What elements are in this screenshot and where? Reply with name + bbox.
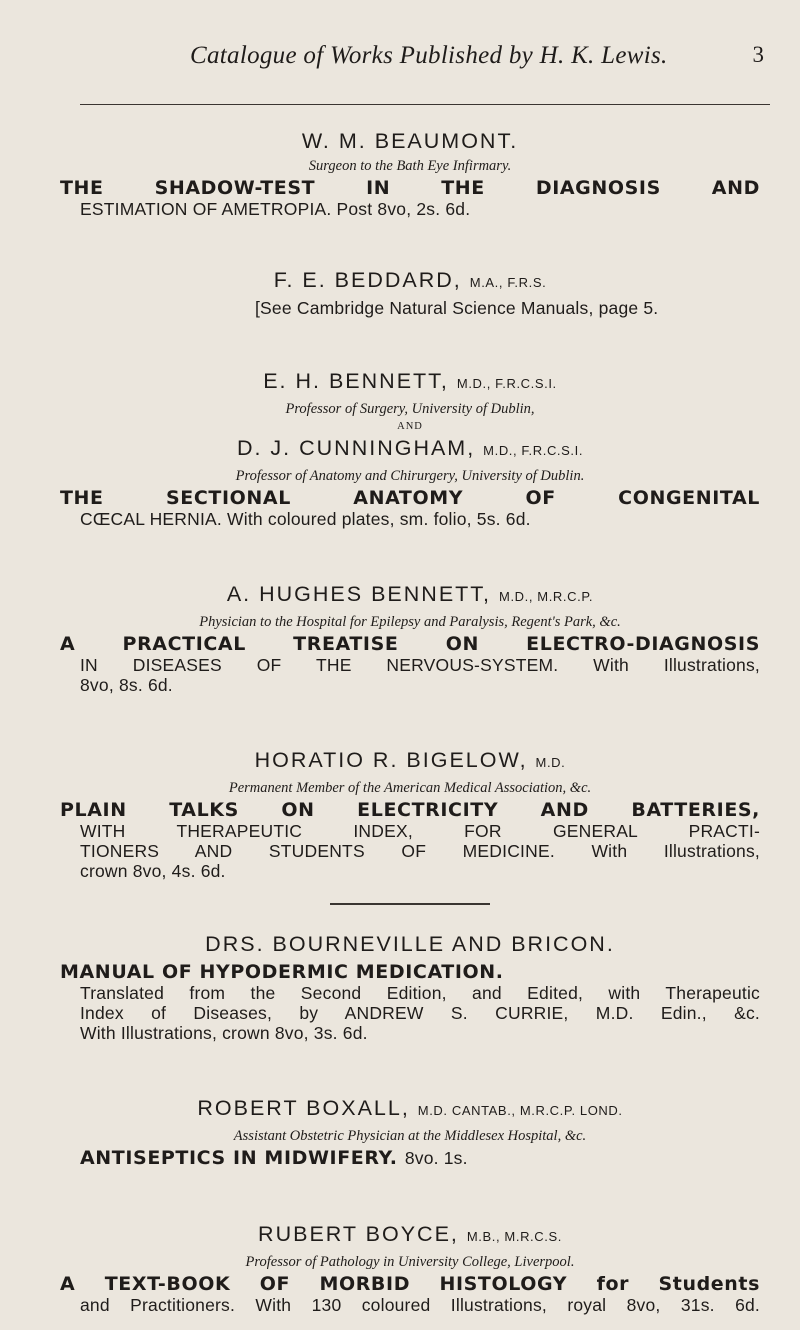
author-degrees: M.B., M.R.C.S. [466, 1228, 562, 1244]
entry-hughes-bennett [60, 581, 760, 695]
author-name-text: A. HUGHES BENNETT, [226, 582, 492, 606]
author-affiliation: Permanent Member of the American Medical Association, &c. [228, 780, 592, 796]
book-title-text: ANTISEPTICS IN MIDWIFERY. [80, 1146, 398, 1169]
book-description-line: WITH THERAPEUTIC INDEX, FOR GENERAL PRACTI- [80, 821, 760, 841]
second-author-affiliation: Professor of Anatomy and Chirurgery, University of Dublin. [235, 468, 585, 484]
book-description-line: IN DISEASES OF THE NERVOUS-SYSTEM. With Illustrations, [80, 655, 760, 675]
book-description-line: Translated from the Second Edition, and Edited, with Therapeutic [80, 982, 760, 1003]
author-affiliation: Professor of Pathology in University College, Liverpool. [245, 1253, 575, 1270]
book-description: ESTIMATION OF AMETROPIA. Post 8vo, 2s. 6d. [80, 199, 471, 219]
book-description-line: crown 8vo, 4s. 6d. [80, 861, 226, 881]
author-affiliation: Assistant Obstetric Physician at the Middlesex Hospital, &c. [233, 1127, 587, 1144]
book-description-line: With Illustrations, crown 8vo, 3s. 6d. [80, 1022, 368, 1043]
second-author-name [60, 435, 760, 464]
author-name: DRS. BOURNEVILLE AND BRICON. [205, 931, 615, 956]
author-degrees: M.D. CANTAB., M.R.C.P. LOND. [417, 1102, 623, 1118]
author-name-text: ROBERT BOXALL, [197, 1095, 410, 1120]
author-name-text: F. E. BEDDARD, [273, 268, 462, 292]
author-name [60, 267, 760, 296]
author-name [60, 368, 760, 397]
book-description-line: TIONERS AND STUDENTS OF MEDICINE. With Illustrations, [80, 841, 760, 861]
book-description-line: 8vo, 8s. 6d. [80, 675, 173, 695]
author-affiliation: Professor of Surgery, University of Dublin, [285, 401, 535, 417]
author-degrees: M.D. [535, 755, 566, 770]
book-title: A TEXT-BOOK OF MORBID HISTOLOGY for Students [60, 1272, 760, 1295]
author-affiliation: Surgeon to the Bath Eye Infirmary. [308, 158, 512, 174]
second-author-name-text: D. J. CUNNINGHAM, [236, 436, 476, 460]
page-number: 3 [752, 42, 764, 67]
author-affiliation: Physician to the Hospital for Epilepsy and Paralysis, Regent's Park, &c. [199, 614, 621, 630]
section-divider [330, 903, 490, 905]
entry-boyce [60, 1221, 760, 1315]
book-description: CŒCAL HERNIA. With coloured plates, sm. folio, 5s. 6d. [80, 509, 531, 529]
author-name [60, 1221, 760, 1250]
author-name [60, 747, 760, 776]
entry-bennett-cunningham [60, 368, 760, 529]
and-conjunction: AND [397, 421, 423, 432]
book-title: PLAIN TALKS ON ELECTRICITY AND BATTERIES, [60, 799, 760, 821]
author-degrees: M.D., F.R.C.S.I. [456, 376, 557, 391]
entry-boxall [60, 1095, 760, 1169]
entry-bigelow [60, 747, 760, 905]
entry-beddard [60, 267, 760, 318]
author-name [60, 581, 760, 610]
book-format-price: 8vo. 1s. [404, 1147, 468, 1168]
entry-beaumont [60, 128, 760, 219]
author-degrees: M.D., M.R.C.P. [499, 589, 594, 604]
author-name [60, 1095, 760, 1124]
page-header [80, 42, 770, 105]
catalogue-entries [60, 128, 760, 1315]
book-description-line: Index of Diseases, by ANDREW S. CURRIE, M.D. Edin., &c. [80, 1002, 760, 1023]
author-name-text: HORATIO R. BIGELOW, [254, 748, 528, 772]
second-author-degrees: M.D., F.R.C.S.I. [483, 443, 584, 458]
book-title [60, 1147, 760, 1169]
author-name-text: E. H. BENNETT, [263, 369, 449, 393]
book-title: MANUAL OF HYPODERMIC MEDICATION. [60, 960, 504, 983]
entry-bourneville-bricon [60, 931, 760, 1043]
book-title: THE SECTIONAL ANATOMY OF CONGENITAL [60, 487, 760, 509]
book-description: [See Cambridge Natural Science Manuals, page 5. [255, 298, 659, 318]
running-head: Catalogue of Works Published by H. K. Lewis. [190, 42, 668, 69]
author-name-text: RUBERT BOYCE, [258, 1221, 459, 1246]
author-name: W. M. BEAUMONT. [301, 129, 519, 153]
book-title: THE SHADOW-TEST IN THE DIAGNOSIS AND [60, 177, 760, 199]
author-degrees: M.A., F.R.S. [469, 275, 547, 290]
book-title: A PRACTICAL TREATISE ON ELECTRO-DIAGNOSIS [60, 633, 760, 655]
book-description: and Practitioners. With 130 coloured Illustrations, royal 8vo, 31s. 6d. [80, 1294, 760, 1315]
